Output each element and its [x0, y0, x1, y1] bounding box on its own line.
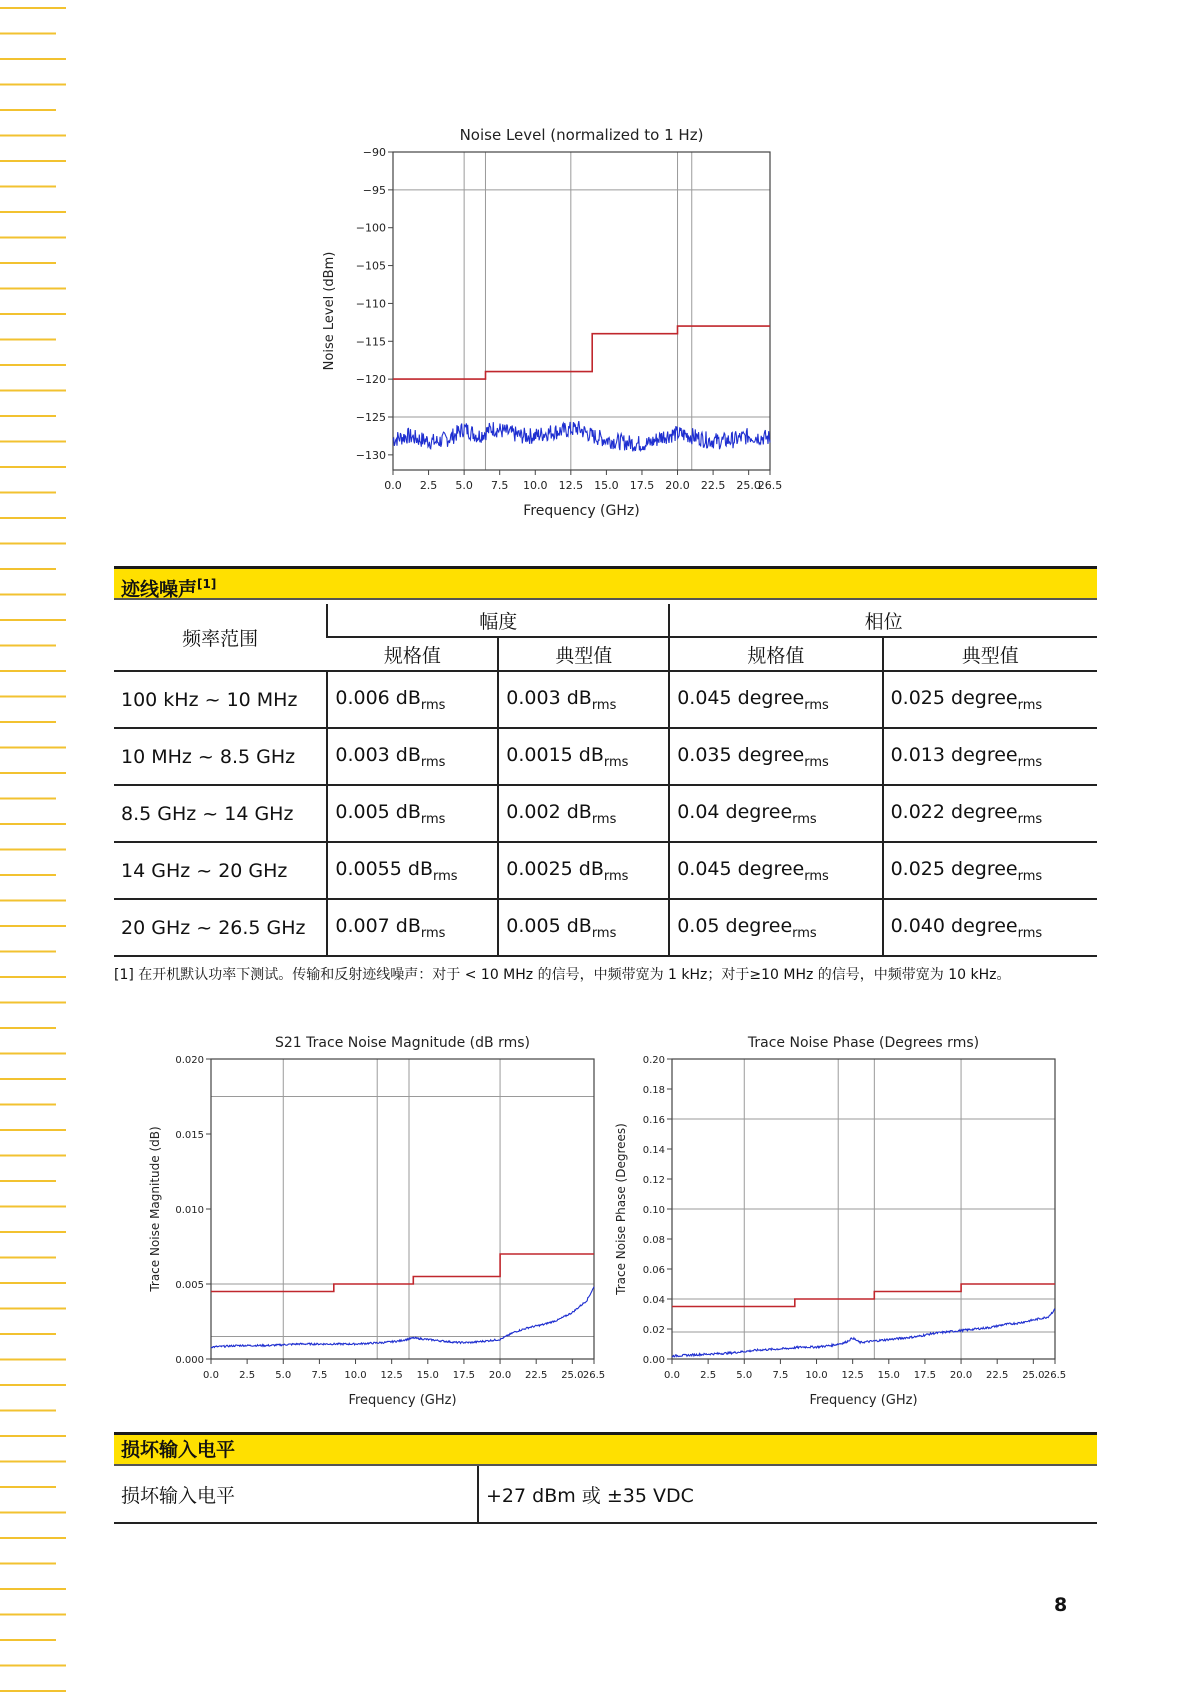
- y-tick-label: 0.020: [175, 1055, 204, 1066]
- x-tick-label: 2.5: [239, 1370, 256, 1381]
- y-tick-label: 0.20: [642, 1055, 665, 1066]
- plot-frame: [393, 152, 770, 470]
- y-tick-label: −110: [355, 297, 386, 311]
- x-tick-label: 15.0: [594, 479, 619, 492]
- spec-limit-line: [211, 1254, 594, 1292]
- y-tick-label: 0.005: [175, 1280, 204, 1291]
- y-tick-label: 0.015: [175, 1130, 204, 1141]
- trace-noise-magnitude-chart: [145, 1025, 615, 1415]
- x-tick-label: 12.5: [558, 479, 584, 492]
- x-tick-label: 20.0: [665, 479, 690, 492]
- y-tick-label: −100: [355, 221, 386, 235]
- y-tick-label: −90: [362, 146, 386, 159]
- damage-level-value: +27 dBm 或 ±35 VDC: [478, 1466, 1097, 1523]
- mag-typ-cell: 0.002 $dB_{rms}$: [498, 785, 669, 842]
- footnote: [1] 在开机默认功率下测试。传输和反射迹线噪声：对于 < 10 MHz 的信号，中频带宽为 1 kHz；对于≥10 MHz 的信号，中频带宽为 10 kHz。: [114, 967, 1011, 983]
- phase-typ-cell: 0.040 degree$_{rms}$: [883, 899, 1097, 956]
- table-row: [114, 899, 1097, 956]
- x-tick-label: 10.0: [344, 1370, 367, 1381]
- phase-spec-cell: 0.045 degree$_{rms}$: [669, 842, 882, 899]
- x-tick-label: 22.5: [525, 1370, 548, 1381]
- y-tick-label: 0.04: [642, 1295, 665, 1306]
- x-tick-label: 10.0: [805, 1370, 828, 1381]
- x-tick-label: 5.0: [736, 1370, 753, 1381]
- x-tick-label: 20.0: [949, 1370, 973, 1381]
- phase-spec-cell: 0.04 degree$_{rms}$: [669, 785, 882, 842]
- freq-range-cell: 14 GHz ~ 20 GHz: [114, 842, 327, 899]
- freq-range-cell: 8.5 GHz ~ 14 GHz: [114, 785, 327, 842]
- trace-noise-table: [114, 604, 1097, 957]
- phase-typ-cell: 0.025 degree$_{rms}$: [883, 842, 1097, 899]
- chart-title: Noise Level (normalized to 1 Hz): [459, 126, 704, 144]
- x-tick-label: 0.0: [664, 1370, 680, 1381]
- margin-stripes: [0, 0, 70, 1696]
- mag-typ-cell: 0.0025 $dB_{rms}$: [498, 842, 669, 899]
- y-axis-label: Trace Noise Magnitude (dB): [148, 1126, 162, 1292]
- table-row: [114, 1466, 1097, 1523]
- measured-trace: [211, 1287, 594, 1348]
- x-tick-label: 5.0: [275, 1370, 292, 1381]
- damage-level-title: 损坏输入电平: [121, 1439, 236, 1461]
- page-number: 8: [1054, 1594, 1068, 1616]
- measured-trace: [393, 421, 770, 451]
- mag-typ-header: 典型值: [498, 637, 669, 671]
- y-tick-label: 0.10: [642, 1205, 665, 1216]
- trace-noise-section-header: [114, 566, 1097, 600]
- x-tick-label: 22.5: [700, 479, 726, 492]
- x-tick-label: 17.5: [452, 1370, 476, 1381]
- y-tick-label: 0.010: [175, 1205, 204, 1216]
- measured-trace: [672, 1309, 1055, 1357]
- mag-spec-cell: 0.0055 $dB_{rms}$: [327, 842, 498, 899]
- x-tick-label: 0.0: [384, 479, 402, 492]
- y-tick-label: −95: [362, 183, 386, 197]
- phase-spec-cell: 0.05 degree$_{rms}$: [669, 899, 882, 956]
- freq-range-cell: 10 MHz ~ 8.5 GHz: [114, 728, 327, 785]
- x-tick-label: 17.5: [913, 1370, 937, 1381]
- x-tick-label: 7.5: [490, 479, 509, 492]
- y-tick-label: 0.08: [642, 1235, 665, 1246]
- phase-typ-cell: 0.013 degree$_{rms}$: [883, 728, 1097, 785]
- x-tick-label: 26.5: [1043, 1370, 1067, 1381]
- mag-spec-cell: 0.005 $dB_{rms}$: [327, 785, 498, 842]
- table-row: [114, 671, 1097, 728]
- plot-frame: [211, 1059, 594, 1359]
- x-tick-label: 25.0: [736, 479, 761, 492]
- mag-spec-cell: 0.007 $dB_{rms}$: [327, 899, 498, 956]
- x-tick-label: 5.0: [455, 479, 473, 492]
- y-tick-label: −125: [355, 411, 386, 424]
- x-tick-label: 7.5: [772, 1370, 789, 1381]
- phase-header: 相位: [669, 604, 1097, 637]
- table-row: [114, 842, 1097, 899]
- mag-spec-header: 规格值: [327, 637, 498, 671]
- freq-range-cell: 100 kHz ~ 10 MHz: [114, 671, 327, 728]
- y-tick-label: 0.12: [642, 1175, 665, 1186]
- x-tick-label: 25.0: [561, 1370, 584, 1381]
- phase-typ-header: 典型值: [883, 637, 1097, 671]
- x-tick-label: 15.0: [877, 1370, 900, 1381]
- x-tick-label: 2.5: [419, 479, 438, 492]
- magnitude-header: 幅度: [327, 604, 669, 637]
- x-axis-label: Frequency (GHz): [523, 503, 640, 519]
- freq-range-cell: 20 GHz ~ 26.5 GHz: [114, 899, 327, 956]
- mag-typ-cell: 0.003 $dB_{rms}$: [498, 671, 669, 728]
- x-tick-label: 20.0: [488, 1370, 512, 1381]
- phase-typ-cell: 0.025 degree$_{rms}$: [883, 671, 1097, 728]
- x-tick-label: 25.0: [1022, 1370, 1045, 1381]
- y-tick-label: 0.16: [642, 1115, 665, 1126]
- y-tick-label: 0.00: [642, 1355, 665, 1366]
- y-tick-label: 0.18: [642, 1085, 665, 1096]
- mag-spec-cell: 0.003 $dB_{rms}$: [327, 728, 498, 785]
- x-tick-label: 26.5: [582, 1370, 606, 1381]
- x-tick-label: 26.5: [757, 479, 783, 492]
- x-tick-label: 15.0: [416, 1370, 439, 1381]
- phase-spec-cell: 0.045 degree$_{rms}$: [669, 671, 882, 728]
- mag-typ-cell: 0.005 $dB_{rms}$: [498, 899, 669, 956]
- x-tick-label: 17.5: [629, 479, 655, 492]
- y-tick-label: 0.14: [642, 1145, 665, 1156]
- x-tick-label: 7.5: [311, 1370, 328, 1381]
- footnote-ref: [1]: [197, 577, 217, 591]
- y-tick-label: 0.000: [175, 1355, 204, 1366]
- damage-level-table: [114, 1466, 1097, 1524]
- trace-noise-phase-chart: [605, 1025, 1075, 1415]
- table-row: [114, 728, 1097, 785]
- chart-title: S21 Trace Noise Magnitude (dB rms): [275, 1035, 530, 1051]
- phase-typ-cell: 0.022 degree$_{rms}$: [883, 785, 1097, 842]
- x-tick-label: 0.0: [203, 1370, 219, 1381]
- chart-title: Trace Noise Phase (Degrees rms): [747, 1035, 980, 1051]
- trace-noise-title: 迹线噪声: [121, 578, 198, 601]
- y-tick-label: −105: [355, 259, 386, 273]
- y-tick-label: 0.06: [642, 1265, 665, 1276]
- table-row: [114, 785, 1097, 842]
- table-header-row: [114, 604, 1097, 637]
- x-tick-label: 12.5: [380, 1370, 403, 1381]
- y-axis-label: Trace Noise Phase (Degrees): [614, 1123, 628, 1295]
- x-axis-label: Frequency (GHz): [348, 1393, 457, 1408]
- y-tick-label: −130: [355, 448, 386, 462]
- phase-spec-cell: 0.035 degree$_{rms}$: [669, 728, 882, 785]
- y-tick-label: 0.02: [642, 1325, 665, 1336]
- x-tick-label: 12.5: [841, 1370, 864, 1381]
- spec-limit-line: [393, 326, 770, 379]
- noise-level-chart: [322, 126, 880, 555]
- damage-level-section-header: [114, 1432, 1097, 1466]
- mag-spec-cell: 0.006 $dB_{rms}$: [327, 671, 498, 728]
- mag-typ-cell: 0.0015 $dB_{rms}$: [498, 728, 669, 785]
- x-axis-label: Frequency (GHz): [809, 1393, 918, 1408]
- y-tick-label: −115: [355, 335, 386, 349]
- x-tick-label: 22.5: [986, 1370, 1009, 1381]
- spec-limit-line: [672, 1284, 1055, 1307]
- y-tick-label: −120: [355, 373, 386, 387]
- x-tick-label: 10.0: [523, 479, 548, 492]
- phase-spec-header: 规格值: [669, 637, 882, 671]
- damage-level-label: 损坏输入电平: [114, 1466, 478, 1523]
- x-tick-label: 2.5: [700, 1370, 717, 1381]
- y-axis-label: Noise Level (dBm): [322, 251, 337, 371]
- freq-range-header: 频率范围: [114, 604, 327, 671]
